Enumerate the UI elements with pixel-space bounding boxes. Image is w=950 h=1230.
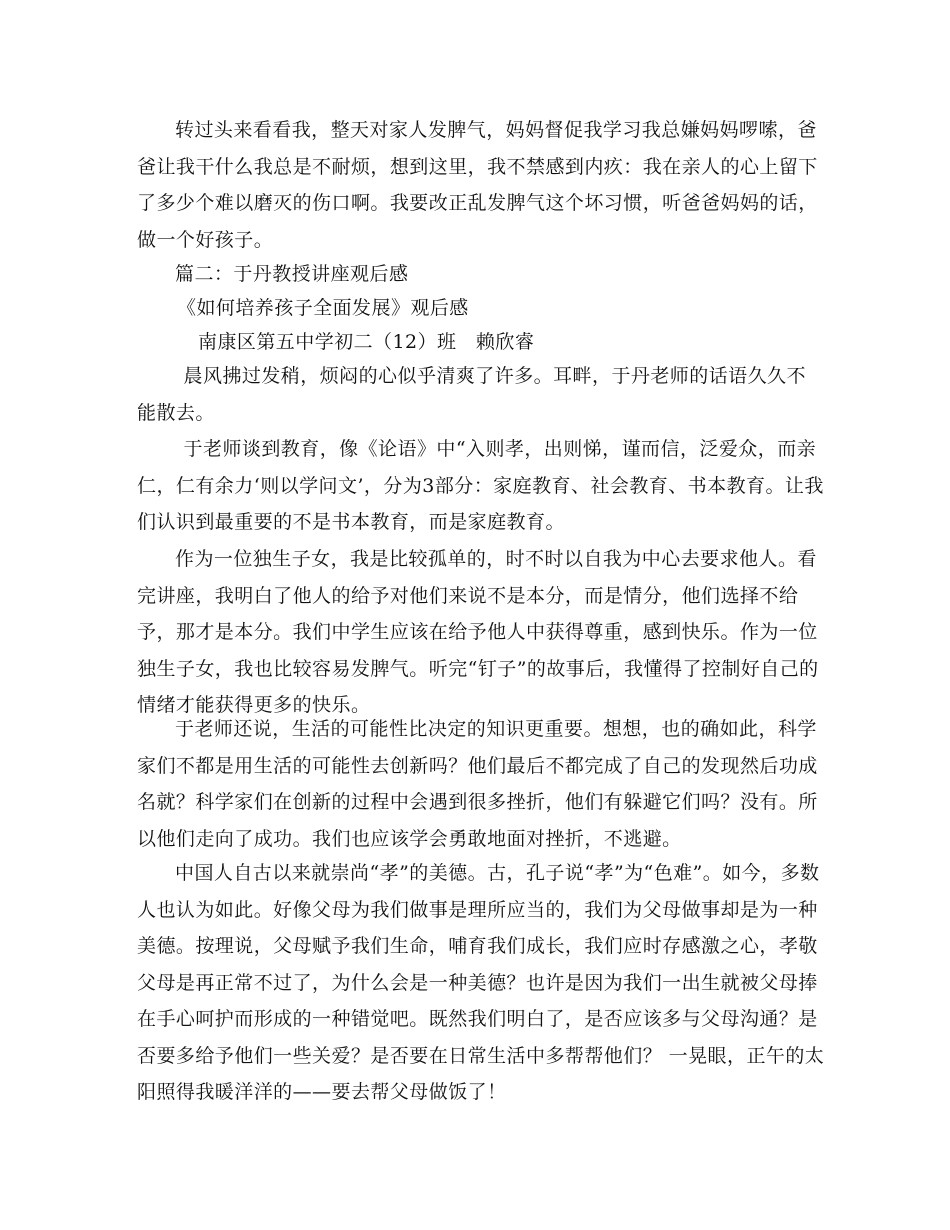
paragraph-1: 转过头来看看我，整天对家人发脾气，妈妈督促我学习我总嫌妈妈啰嗦，爸爸让我干什么我总是不耐烦，想到这里，我不禁感到内疚：我在亲人的心上留下了多少个难以磨灭的伤口啊。我要改正乱发脾气这个坏习惯，听爸爸妈妈的话，做一个好孩子。 [137,119,818,251]
paragraph-5: 于老师还说，生活的可能性比决定的知识更重要。想想，也的确如此，科学家们不都是用生活的可能性去创新吗？他们最后不都完成了自己的发现然后功成名就？科学家们在创新的过程中会遇到很多挫折，他们有躲避它们吗？没有。所以他们走向了成功。我们也应该学会勇敢地面对挫折，不逃避。 [137,718,818,850]
paragraph-3: 于老师谈到教育，像《论语》中“入则孝，出则悌，谨而信，泛爱众，而亲仁，仁有余力‘则以学问文’，分为3部分：家庭教育、社会教育、书本教育。让我们认识到最重要的不是书本教育，而是家庭教育。 [137,438,824,533]
paragraph-6: 中国人自古以来就崇尚“孝”的美德。古，孔子说“孝”为“色难”。如今，多数人也认为如此。好像父母为我们做事是理所应当的，我们为父母做事却是为一种美德。按理说，父母赋予我们生命，哺育我们成长，我们应时存感激之心，孝敬父母是再正常不过了，为什么会是一种美德？也许是因为我们一出生就被父母捧在手心呵护而形成的一种错觉吧。既然我们明白了，是否应该多与父母沟通？是否要多给予他们一些关爱？是否要在日常生活中多帮帮他们？ 一晃眼，正午的太阳照得我暖洋洋的——要去帮父母做饭了！ [137,862,825,1103]
paragraph-2: 晨风拂过发稍，烦闷的心似乎清爽了许多。耳畔，于丹老师的话语久久不能散去。 [137,365,806,424]
paragraph-4: 作为一位独生子女，我是比较孤单的，时不时以自我为中心去要求他人。看完讲座，我明白了他人的给予对他们来说不是本分，而是情分，他们选择不给予，那才是本分。我们中学生应该在给予他人中获得尊重，感到快乐。作为一位独生子女，我也比较容易发脾气。听完“钉子”的故事后，我懂得了控制好自己的情绪才能获得更多的快乐。 [137,548,819,716]
section-heading: 篇二：于丹教授讲座观后感 [175,263,409,285]
essay-title: 《如何培养孩子全面发展》观后感 [177,297,469,319]
author-line: 南康区第五中学初二（12）班 赖欣睿 [198,331,535,353]
